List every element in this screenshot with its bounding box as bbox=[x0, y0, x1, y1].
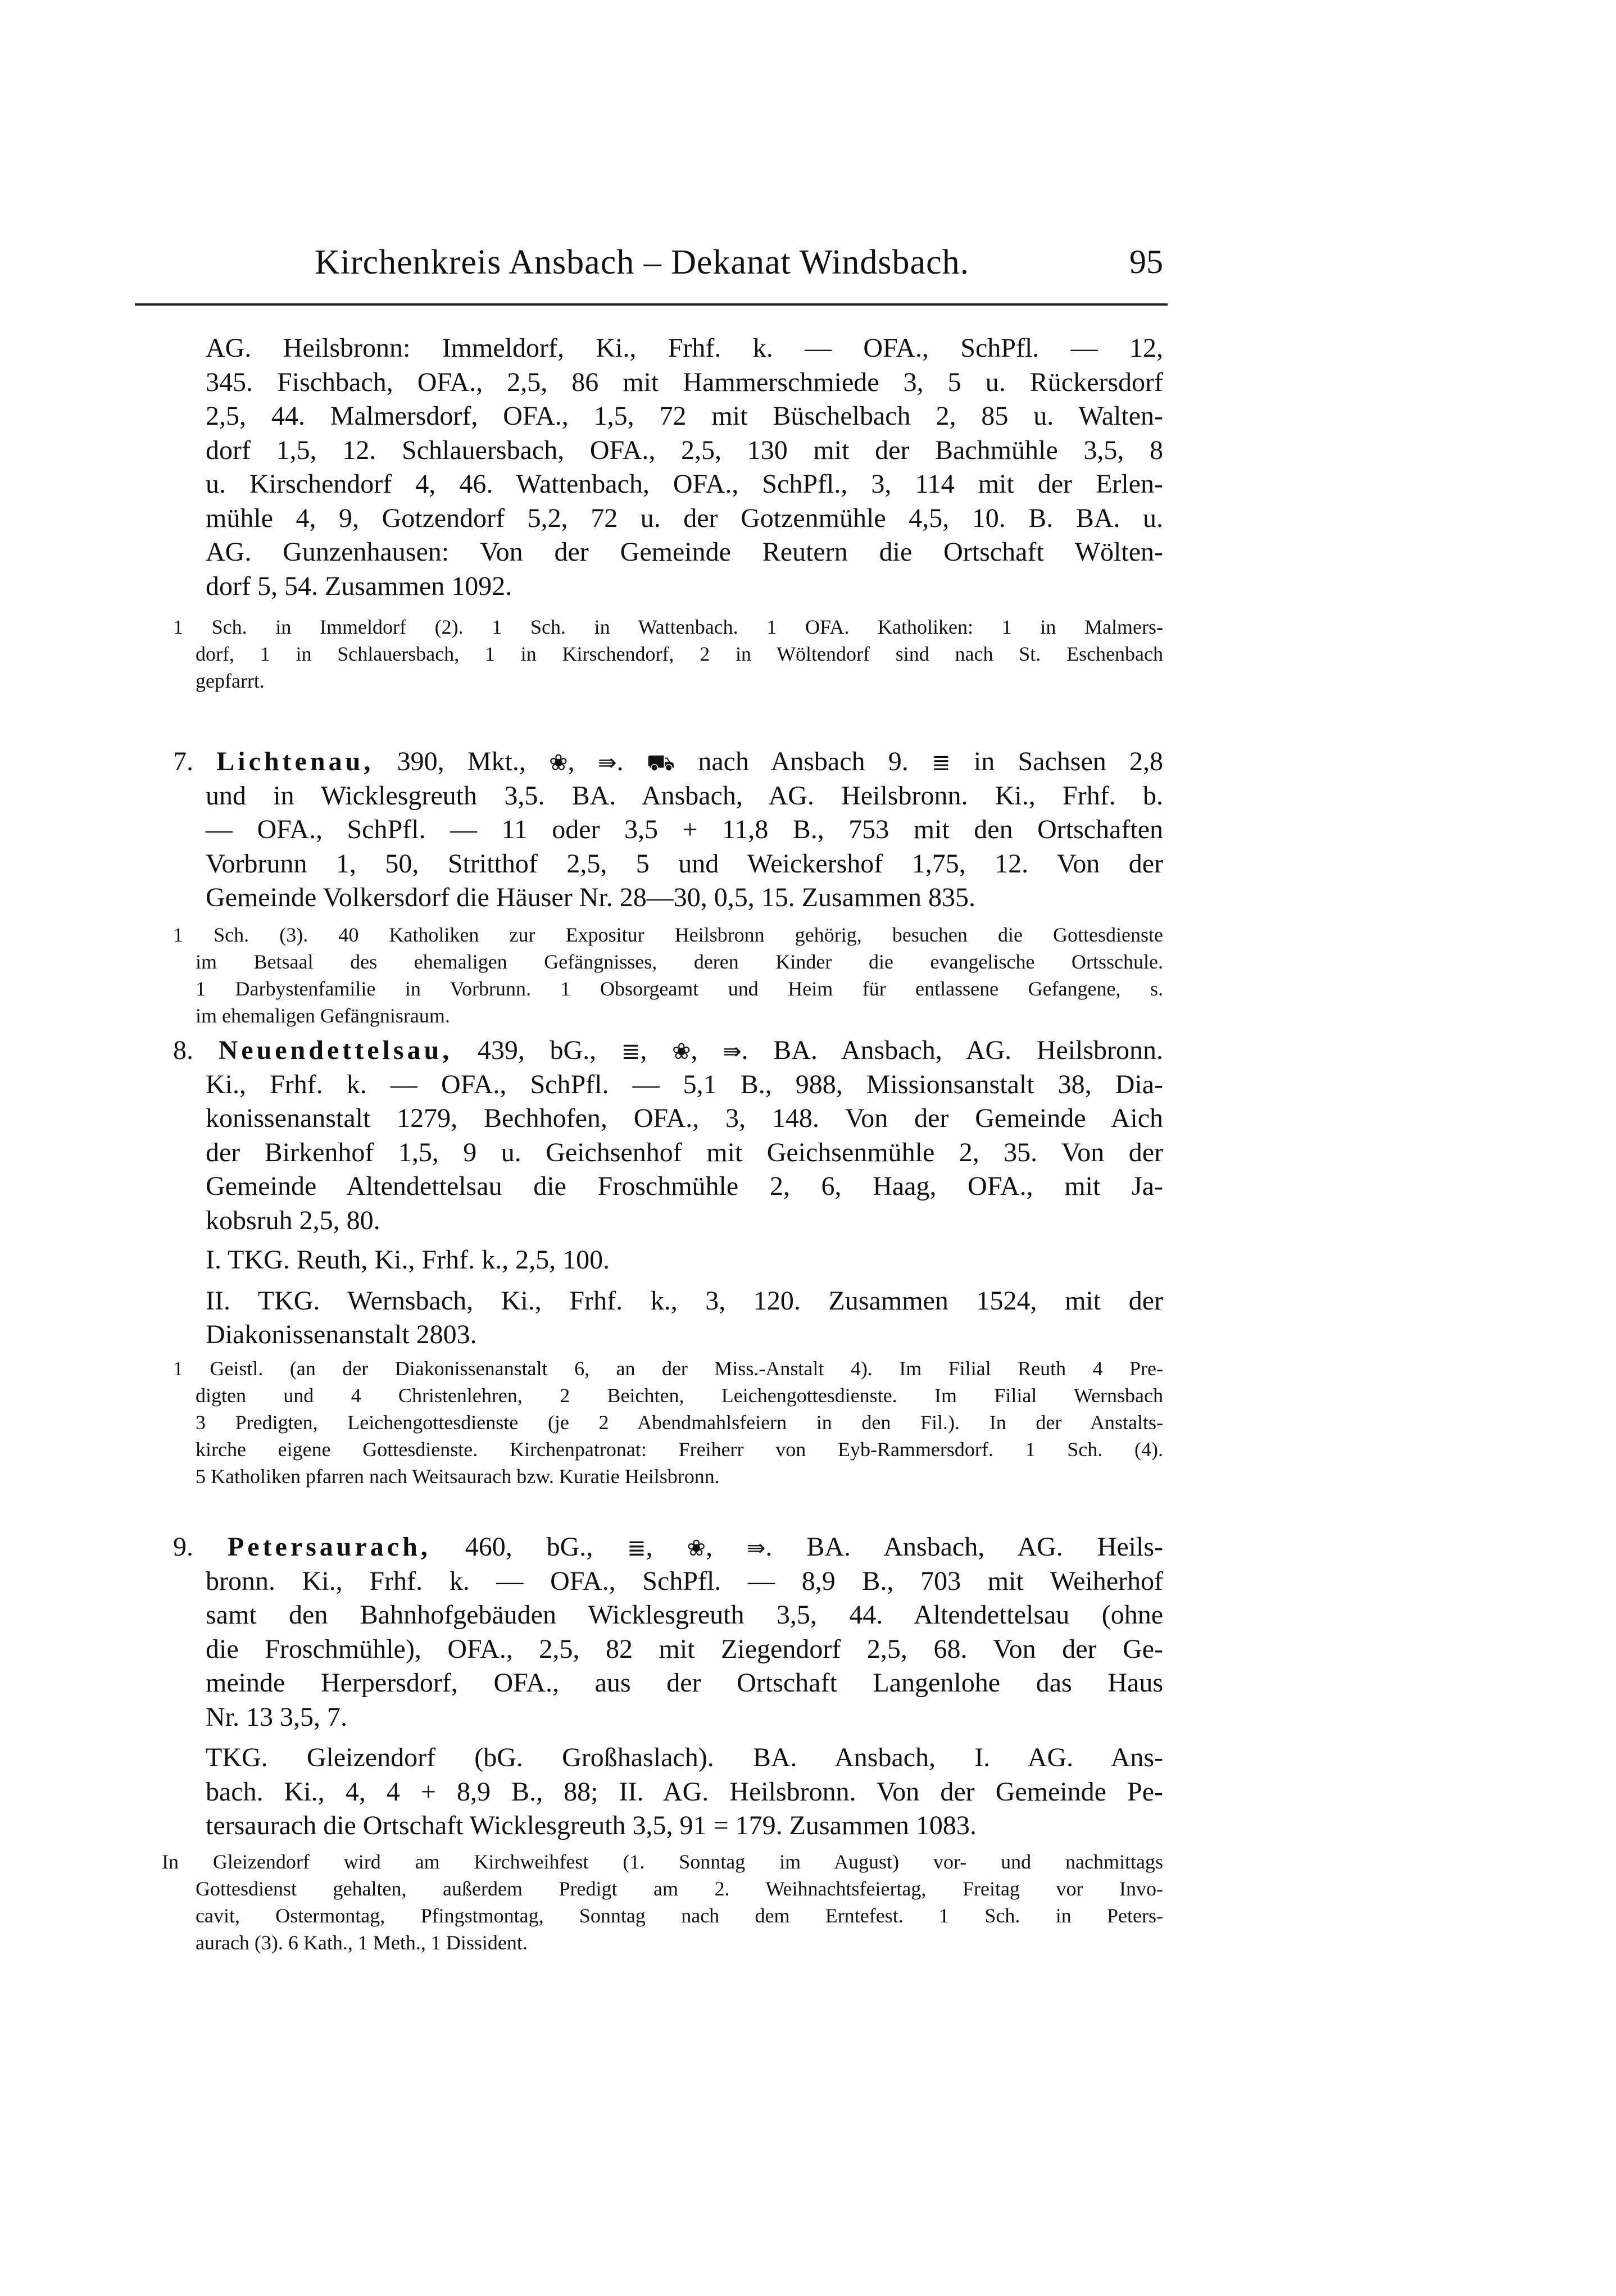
text-line: mühle 4, 9, Gotzendorf 5,2, 72 u. der Gotzenmühle 4,5, 10. B. BA. u. bbox=[206, 503, 1163, 533]
tochter-kirchengemeinde-line: TKG. Gleizendorf (bG. Großhaslach). BA. Ansbach, I. AG. Ans- bbox=[206, 1743, 1163, 1772]
footnote-line: gepfarrt. bbox=[196, 670, 265, 692]
entry-first-line: 7. Lichtenau, 390, Mkt., ❀, ⇛. ⛟ nach Ansbach 9. ≣ in Sachsen 2,8 bbox=[173, 745, 1163, 779]
text-segment: 439, bG., bbox=[452, 1035, 621, 1065]
footnote-line: im ehemaligen Gefängnisraum. bbox=[196, 1004, 450, 1027]
place-name: Petersaurach, bbox=[227, 1532, 431, 1562]
text-line: 345. Fischbach, OFA., 2,5, 86 mit Hammerschmiede 3, 5 u. Rückersdorf bbox=[206, 367, 1163, 397]
footnote-line: 5 Katholiken pfarren nach Weitsaurach bzw. Kuratie Heilsbronn. bbox=[196, 1465, 720, 1488]
entry-number: 7. bbox=[173, 747, 193, 776]
text-line: dorf 5, 54. Zusammen 1092. bbox=[206, 571, 512, 601]
footnote-line: Gottesdienst gehalten, außerdem Predigt am 2. Weihnachtsfeiertag, Freitag vor Invo- bbox=[196, 1877, 1163, 1900]
motor-bus-icon: ⛟ bbox=[646, 750, 675, 776]
place-name: Lichtenau, bbox=[216, 747, 374, 776]
text-line: Vorbrunn 1, 50, Stritthof 2,5, 5 und Weickershof 1,75, 12. Von der bbox=[206, 848, 1163, 879]
railway-icon: ≣ bbox=[621, 1039, 641, 1065]
footnote-line: dorf, 1 in Schlauersbach, 1 in Kirschendorf, 2 in Wöltendorf sind nach St. Eschenbach bbox=[196, 643, 1163, 665]
footnote-line: cavit, Ostermontag, Pfingstmontag, Sonntag nach dem Erntefest. 1 Sch. in Peters- bbox=[196, 1904, 1163, 1927]
text-line: konissenanstalt 1279, Bechhofen, OFA., 3, 148. Von der Gemeinde Aich bbox=[206, 1103, 1163, 1133]
text-line: und in Wicklesgreuth 3,5. BA. Ansbach, AG. Heilsbronn. Ki., Frhf. b. bbox=[206, 780, 1163, 811]
footnote-line: im Betsaal des ehemaligen Gefängnisses, deren Kinder die evangelische Ortsschule. bbox=[196, 951, 1163, 973]
entry-7-lichtenau bbox=[173, 745, 1164, 915]
text-segment: BA. Ansbach, AG. Heilsbronn. bbox=[748, 1035, 1164, 1065]
entry-number: 8. bbox=[173, 1035, 193, 1065]
text-segment: in Sachsen 2,8 bbox=[950, 747, 1164, 776]
post-horn-icon: ❀ bbox=[549, 750, 568, 776]
tochter-kirchengemeinde-line: II. TKG. Wernsbach, Ki., Frhf. k., 3, 120. Zusammen 1524, mit der bbox=[206, 1285, 1163, 1316]
entry-9-petersaurach bbox=[173, 1530, 1163, 1843]
railway-icon: ≣ bbox=[932, 750, 951, 776]
text-line: Nr. 13 3,5, 7. bbox=[206, 1702, 347, 1732]
footnote-line: aurach (3). 6 Kath., 1 Meth., 1 Dissident. bbox=[196, 1931, 528, 1954]
text-line: — OFA., SchPfl. — 11 oder 3,5 + 11,8 B., 753 mit den Ortschaften bbox=[206, 815, 1163, 844]
entry-first-line: 8. Neuendettelsau, 439, bG., ≣, ❀, ⇛. BA. Ansbach, AG. Heilsbronn. bbox=[173, 1034, 1163, 1068]
tochter-kirchengemeinde-line: I. TKG. Reuth, Ki., Frhf. k., 2,5, 100. bbox=[206, 1245, 610, 1275]
footnote-line: 1 Darbystenfamilie in Vorbrunn. 1 Obsorgeamt und Heim für entlassene Gefangene, s. bbox=[196, 977, 1163, 1000]
text-line: der Birkenhof 1,5, 9 u. Geichsenhof mit Geichsenmühle 2, 35. Von der bbox=[206, 1137, 1163, 1167]
post-horn-icon: ❀ bbox=[687, 1535, 706, 1561]
place-name: Neuendettelsau, bbox=[218, 1035, 453, 1065]
text-segment: 460, bG., bbox=[430, 1532, 628, 1562]
text-line: bach. Ki., 4, 4 + 8,9 B., 88; II. AG. Heilsbronn. Von der Gemeinde Pe- bbox=[206, 1776, 1163, 1807]
text-line: AG. Gunzenhausen: Von der Gemeinde Reutern die Ortschaft Wölten- bbox=[206, 537, 1163, 567]
text-line: kobsruh 2,5, 80. bbox=[206, 1205, 380, 1235]
running-header-title: Kirchenkreis Ansbach – Dekanat Windsbach. bbox=[315, 243, 970, 281]
footnote-line: In Gleizendorf wird am Kirchweihfest (1. Sonntag im August) vor- und nachmittags bbox=[162, 1851, 1163, 1873]
text-line: meinde Herpersdorf, OFA., aus der Ortschaft Langenlohe das Haus bbox=[206, 1668, 1163, 1698]
post-horn-icon: ❀ bbox=[671, 1039, 691, 1065]
entry-9-footnote bbox=[162, 1848, 1163, 1956]
text-line: Diakonissenanstalt 2803. bbox=[206, 1320, 477, 1349]
entry-8-neuendettelsau bbox=[173, 1034, 1164, 1352]
text-line: AG. Heilsbronn: Immeldorf, Ki., Frhf. k. — OFA., SchPfl. — 12, bbox=[206, 333, 1163, 363]
text-line: Ki., Frhf. k. — OFA., SchPfl. — 5,1 B., 988, Missionsanstalt 38, Dia- bbox=[206, 1069, 1163, 1099]
text-line: bronn. Ki., Frhf. k. — OFA., SchPfl. — 8,9 B., 703 mit Weiherhof bbox=[206, 1566, 1163, 1596]
text-line: samt den Bahnhofgebäuden Wicklesgreuth 3,5, 44. Altendettelsau (ohne bbox=[206, 1600, 1163, 1630]
telegraph-icon: ⇛ bbox=[723, 1039, 742, 1065]
footnote-line: digten und 4 Christenlehren, 2 Beichten, Leichengottesdienste. Im Filial Wernsbach bbox=[196, 1384, 1163, 1407]
entry-first-line: 9. Petersaurach, 460, bG., ≣, ❀, ⇛. BA. Ansbach, AG. Heils- bbox=[173, 1530, 1163, 1565]
footnote-line: kirche eigene Gottesdienste. Kirchenpatronat: Freiherr von Eyb-Rammersdorf. 1 Sch. (4). bbox=[196, 1438, 1163, 1461]
telegraph-icon: ⇛ bbox=[597, 750, 617, 776]
entry-8-footnote bbox=[173, 1355, 1163, 1490]
header-rule bbox=[135, 303, 1168, 306]
entry-number: 9. bbox=[173, 1532, 193, 1562]
text-line: dorf 1,5, 12. Schlauersbach, OFA., 2,5, 130 mit der Bachmühle 3,5, 8 bbox=[206, 435, 1163, 465]
page-number: 95 bbox=[1129, 243, 1163, 280]
footnote-line: 3 Predigten, Leichengottesdienste (je 2 Abendmahlsfeiern in den Fil.). In der Anstalts- bbox=[196, 1411, 1163, 1434]
text-line: die Froschmühle), OFA., 2,5, 82 mit Ziegendorf 2,5, 68. Von der Ge- bbox=[206, 1634, 1163, 1664]
entry-7-footnote bbox=[173, 921, 1163, 1029]
text-line: Gemeinde Volkersdorf die Häuser Nr. 28—30, 0,5, 15. Zusammen 835. bbox=[206, 883, 975, 912]
text-segment: nach Ansbach 9. bbox=[675, 747, 932, 776]
text-segment: 390, Mkt., bbox=[374, 747, 550, 776]
footnote-line: 1 Geistl. (an der Diakonissenanstalt 6, an der Miss.-Anstalt 4). Im Filial Reuth 4 Pre- bbox=[173, 1357, 1163, 1380]
telegraph-icon: ⇛ bbox=[746, 1535, 766, 1561]
text-line: 2,5, 44. Malmersdorf, OFA., 1,5, 72 mit Büschelbach 2, 85 u. Walten- bbox=[206, 401, 1163, 431]
text-line: u. Kirschendorf 4, 46. Wattenbach, OFA., SchPfl., 3, 114 mit der Erlen- bbox=[206, 469, 1163, 499]
text-line: tersaurach die Ortschaft Wicklesgreuth 3,5, 91 = 179. Zusammen 1083. bbox=[206, 1811, 977, 1840]
railway-icon: ≣ bbox=[627, 1535, 646, 1561]
entry-6-continuation bbox=[206, 331, 1163, 603]
footnote-line: 1 Sch. (3). 40 Katholiken zur Expositur Heilsbronn gehörig, besuchen die Gottesdienste bbox=[173, 924, 1163, 946]
text-segment: BA. Ansbach, AG. Heils- bbox=[772, 1532, 1163, 1562]
text-line: Gemeinde Altendettelsau die Froschmühle 2, 6, Haag, OFA., mit Ja- bbox=[206, 1171, 1163, 1201]
entry-6-footnote bbox=[173, 613, 1163, 694]
footnote-line: 1 Sch. in Immeldorf (2). 1 Sch. in Wattenbach. 1 OFA. Katholiken: 1 in Malmers- bbox=[173, 616, 1163, 638]
